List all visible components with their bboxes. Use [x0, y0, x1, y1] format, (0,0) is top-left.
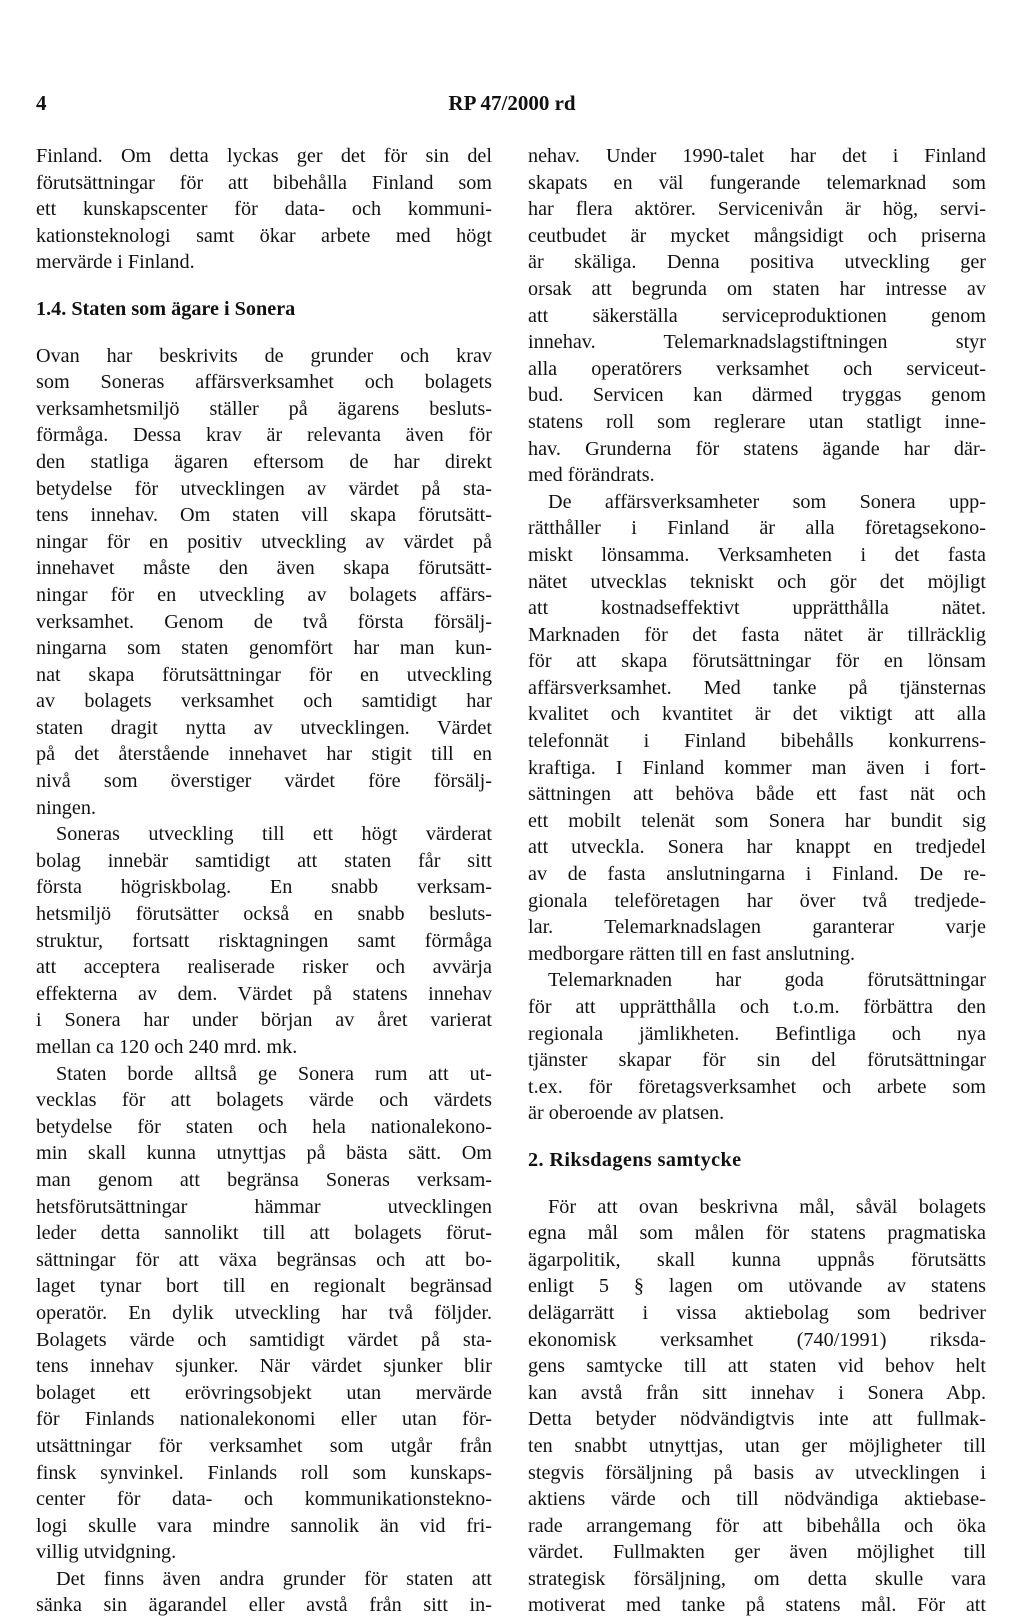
- text-line: hetsförutsättningar hämmar utvecklingen: [36, 1195, 492, 1218]
- text-line: Bolagets värde och samtidigt värdet på sta-: [36, 1328, 492, 1351]
- text-line: att säkerställa serviceproduktionen genom: [528, 304, 986, 327]
- text-line: nivå som överstiger värdet före försälj-: [36, 770, 492, 793]
- text-line: ningen.: [36, 796, 96, 819]
- text-line: bolaget ett erövringsobjekt utan mervärde: [36, 1381, 492, 1404]
- paragraph-spacer: [528, 1127, 986, 1147]
- text-line: vecklas för att bolagets värde och värdets: [36, 1089, 492, 1112]
- text-line: För att ovan beskrivna mål, såväl bolagets: [548, 1195, 986, 1218]
- text-line: i Sonera har under början av året varierat: [36, 1009, 492, 1032]
- text-line: De affärsverksamheter som Sonera upp-: [548, 490, 986, 513]
- text-line: mervärde i Finland.: [36, 251, 195, 274]
- page-number: 4: [36, 91, 47, 115]
- text-line: kvalitet och kvantitet är det viktigt att alla: [528, 703, 986, 726]
- text-line: egna mål som målen för statens pragmatiska: [528, 1222, 986, 1245]
- text-line: tens innehav. Om staten vill skapa förutsätt-: [36, 504, 492, 527]
- text-line: rätthåller i Finland är alla företagsekono-: [528, 517, 986, 540]
- text-line: hav. Grunderna för statens ägande har där-: [528, 437, 986, 460]
- text-line: Ovan har beskrivits de grunder och krav: [36, 344, 492, 367]
- text-line: stegvis försäljning på basis av utvecklingen i: [528, 1461, 986, 1484]
- text-line: center för data- och kommunikationstekno-: [36, 1488, 492, 1511]
- text-line: man genom att begränsa Soneras verksam-: [36, 1168, 492, 1191]
- text-line: strategisk försäljning, om detta skulle vara: [528, 1567, 986, 1590]
- text-line: sänka sin ägarandel eller avstå från sitt in-: [36, 1594, 492, 1617]
- text-line: gionala teleföretagen har över två tredjede-: [528, 889, 986, 912]
- text-line: betydelse för staten och hela nationalekono-: [36, 1115, 492, 1138]
- text-line: innehavet måste den även skapa förutsätt-: [36, 557, 492, 580]
- text-line: medborgare rätten till en fast anslutning.: [528, 942, 856, 965]
- text-line: tjänster skapar för sin del förutsättningar: [528, 1049, 986, 1072]
- text-line: verksamhetsmiljö ställer på ägarens besluts-: [36, 397, 492, 420]
- text-line: sättningen att behöva både ett fast nät och: [528, 783, 986, 806]
- text-line: ett mobilt telenät som Sonera har bundit sig: [528, 809, 986, 832]
- text-line: har flera aktörer. Servicenivån är hög, servi-: [528, 198, 986, 221]
- paragraph-spacer: [36, 276, 492, 296]
- text-line: min skall kunna utnyttjas på bästa sätt. Om: [36, 1142, 492, 1165]
- text-line: miskt lönsamma. Verksamheten i det fasta: [528, 543, 986, 566]
- text-line: för Finlands nationalekonomi eller utan för-: [36, 1408, 492, 1431]
- text-line: innehav. Telemarknadslagstiftningen styr: [528, 331, 986, 354]
- text-line: operatör. En dylik utveckling har två följder.: [36, 1301, 492, 1324]
- text-line: betydelse för utvecklingen av värdet på sta-: [36, 477, 492, 500]
- text-line: affärsverksamhet. Med tanke på tjänsternas: [528, 676, 986, 699]
- text-line: enligt 5 § lagen om utövande av statens: [528, 1275, 986, 1298]
- text-line: ningar för en positiv utveckling av värdet på: [36, 530, 492, 553]
- text-line: att kostnadseffektivt upprätthålla nätet.: [528, 597, 986, 620]
- text-line: hetsmiljö förutsätter också en snabb besluts-: [36, 903, 492, 926]
- text-line: av bolagets verksamhet och samtidigt har: [36, 690, 492, 713]
- text-line: verksamhet. Genom de två första försälj-: [36, 610, 492, 633]
- text-line: för att skapa förutsättningar för en lönsam: [528, 650, 986, 673]
- text-line: laget tynar bort till en regionalt begränsad: [36, 1275, 492, 1298]
- text-line: mellan ca 120 och 240 mrd. mk.: [36, 1036, 298, 1058]
- text-line: lar. Telemarknadslagen garanterar varje: [528, 916, 986, 939]
- text-line: rade arrangemang för att bibehålla och öka: [528, 1514, 986, 1537]
- running-head: RP 47/2000 rd: [448, 91, 576, 115]
- text-line: Telemarknaden har goda förutsättningar: [548, 969, 986, 992]
- text-line: kan avstå från sitt innehav i Sonera Abp.: [528, 1381, 986, 1404]
- text-line: nat skapa förutsättningar för en utveckling: [36, 663, 492, 686]
- text-line: finsk synvinkel. Finlands roll som kunskaps-: [36, 1461, 492, 1484]
- paragraph-spacer: [528, 1174, 986, 1194]
- text-line: ningarna som staten genomfört har man kun-: [36, 637, 492, 660]
- text-line: för att upprätthålla och t.o.m. förbättra den: [528, 996, 986, 1018]
- text-line: ägarpolitik, skall kunna uppnås förutsätts: [528, 1248, 986, 1271]
- text-line: delägarrätt i vissa aktiebolag som bedriver: [528, 1301, 986, 1324]
- text-line: värdet. Fullmakten ger även möjlighet till: [528, 1541, 986, 1564]
- text-line: förutsättningar för att bibehålla Finland som: [36, 171, 492, 194]
- text-line: Det finns även andra grunder för staten att: [56, 1567, 492, 1590]
- text-line: ekonomisk verksamhet (740/1991) riksda-: [528, 1328, 986, 1351]
- text-line: regionala jämlikheten. Befintliga och nya: [528, 1022, 986, 1045]
- text-line: bud. Servicen kan därmed tryggas genom: [528, 384, 986, 407]
- text-line: orsak att begrunda om staten har intresse av: [528, 277, 986, 300]
- text-line: Soneras utveckling till ett högt värderat: [56, 823, 492, 846]
- text-line: bolag innebär samtidigt att staten får sitt: [36, 849, 492, 872]
- text-line: ceutbudet är mycket mångsidigt och priserna: [528, 224, 986, 247]
- text-line: ten snabbt utnyttjas, utan ger möjligheter till: [528, 1434, 986, 1457]
- text-line: effekterna av dem. Värdet på statens innehav: [36, 982, 492, 1005]
- section-heading: 1.4. Staten som ägare i Sonera: [36, 297, 296, 320]
- text-line: förmåga. Dessa krav är relevanta även för: [36, 424, 492, 447]
- right-column: [528, 143, 986, 1619]
- text-line: t.ex. för företagsverksamhet och arbete som: [528, 1075, 986, 1098]
- text-line: Finland. Om detta lyckas ger det för sin del: [36, 145, 492, 167]
- text-line: nätet utvecklas tekniskt och gör det möjligt: [528, 570, 986, 593]
- text-line: av de fasta anslutningarna i Finland. De re-: [528, 863, 986, 886]
- text-line: leder detta sannolikt till att bolagets förut-: [36, 1222, 492, 1245]
- text-line: första högriskbolag. En snabb verksam-: [36, 876, 492, 899]
- text-line: tens innehav sjunker. När värdet sjunker blir: [36, 1355, 492, 1378]
- text-line: aktiens värde och till nödvändiga aktiebase-: [528, 1488, 986, 1511]
- text-line: alla operatörers verksamhet och serviceut-: [528, 357, 986, 380]
- text-line: gens samtycke till att staten vid behov helt: [528, 1355, 986, 1378]
- section-heading: 2. Riksdagens samtycke: [528, 1148, 742, 1171]
- text-line: på det återstående innehavet har stigit till en: [36, 743, 492, 766]
- text-line: kationsteknologi samt ökar arbete med högt: [36, 224, 492, 247]
- text-line: nehav. Under 1990-talet har det i Finland: [528, 145, 986, 167]
- text-line: telefonnät i Finland bibehålls konkurrens-: [528, 730, 986, 753]
- text-line: villig utvidgning.: [36, 1541, 177, 1564]
- text-line: struktur, fortsatt risktagningen samt förmåga: [36, 929, 492, 952]
- text-line: är oberoende av platsen.: [528, 1102, 725, 1125]
- text-line: med förändrats.: [528, 464, 655, 487]
- text-line: kraftiga. I Finland kommer man även i fort-: [528, 756, 986, 779]
- text-line: statens roll som reglerare utan statligt inne-: [528, 410, 986, 433]
- text-line: ningar för en utveckling av bolagets affärs-: [36, 583, 492, 606]
- text-line: ett kunskapscenter för data- och kommuni-: [36, 198, 492, 221]
- text-line: motiverat med tanke på statens mål. För att: [528, 1594, 986, 1617]
- text-line: logi skulle vara mindre sannolik än vid fri-: [36, 1514, 492, 1537]
- text-line: den statliga ägaren eftersom de har direkt: [36, 450, 492, 473]
- paragraph-spacer: [36, 323, 492, 343]
- text-line: som Soneras affärsverksamhet och bolagets: [36, 371, 492, 394]
- text-line: skapats en väl fungerande telemarknad som: [528, 171, 986, 194]
- text-line: Staten borde alltså ge Sonera rum att ut-: [56, 1062, 492, 1085]
- text-line: sättningar för att växa begränsas och att bo-: [36, 1248, 492, 1271]
- text-line: staten dragit nytta av utvecklingen. Värdet: [36, 716, 492, 739]
- text-line: Marknaden för det fasta nätet är tillräcklig: [528, 623, 986, 646]
- text-line: Detta betyder nödvändigtvis inte att fullmak-: [528, 1408, 986, 1431]
- text-line: att acceptera realiserade risker och avvärja: [36, 956, 492, 979]
- left-column: [36, 143, 492, 1619]
- text-line: är skäliga. Denna positiva utveckling ger: [528, 251, 986, 274]
- text-line: att utveckla. Sonera har knappt en tredjedel: [528, 836, 986, 859]
- text-line: utsättningar för verksamhet som utgår från: [36, 1434, 492, 1457]
